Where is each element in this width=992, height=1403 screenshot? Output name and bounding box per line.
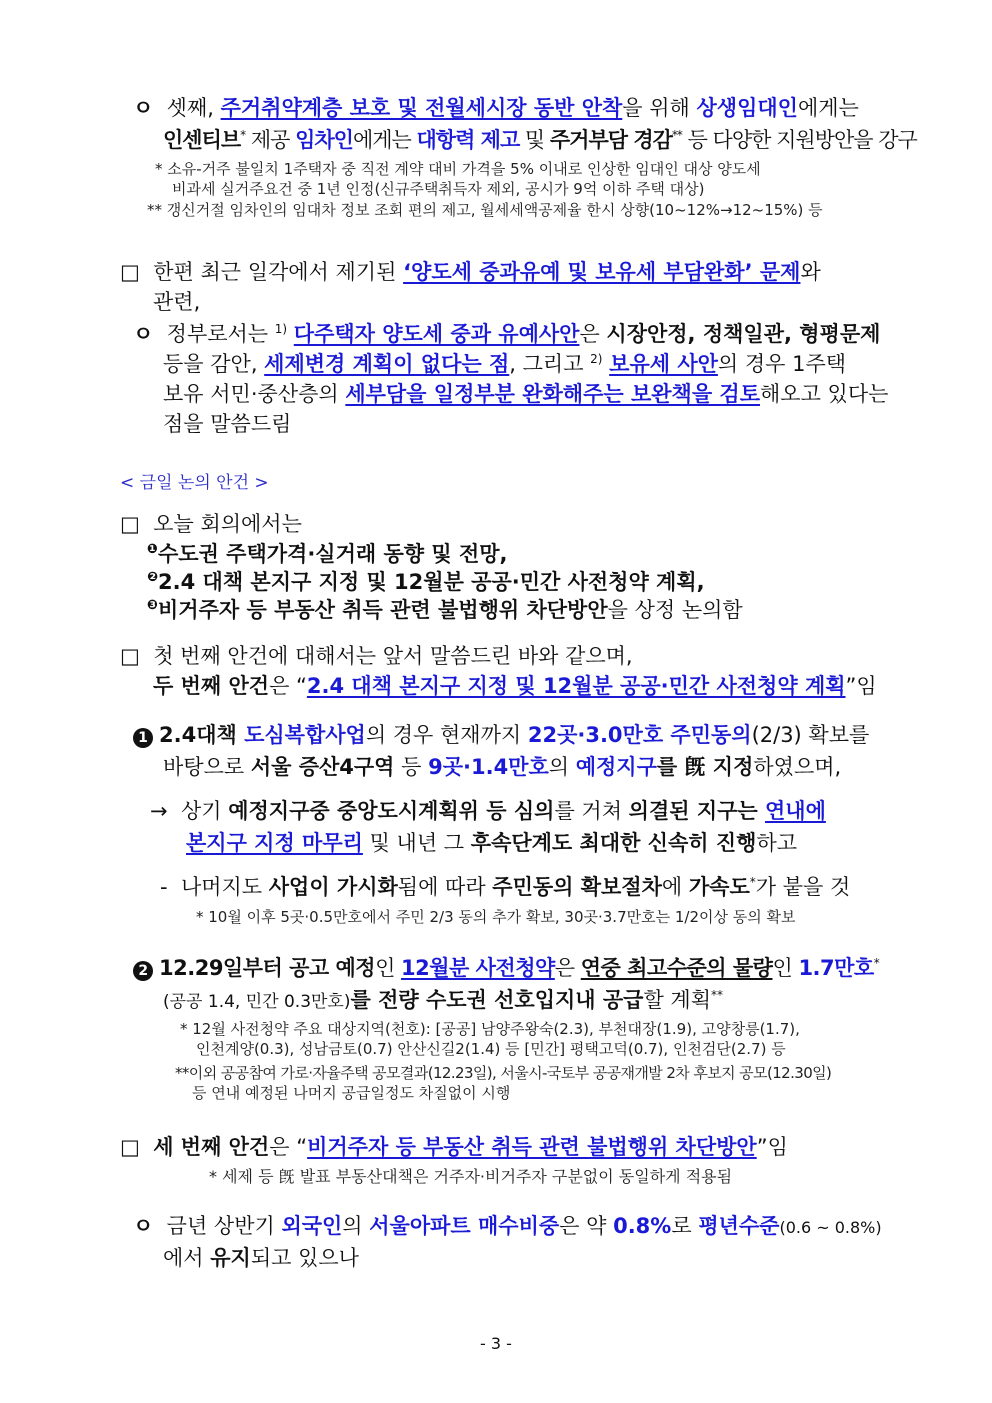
paragraph-govt-4: 점을 말씀드림 [163,412,292,436]
highlight: 9곳·1.4만호 [428,755,549,779]
text-bold: 시장안정, 정책일관, 형평문제 [606,322,881,346]
paragraph-agenda [120,508,302,538]
text-bold: 유지 [210,1246,251,1270]
text: 의 [548,755,576,779]
text-bold: 연중 최고수준의 물량 [580,956,773,980]
item-1 [133,719,869,749]
text: ”임 [756,1135,788,1159]
highlight: ‘양도세 중과유예 및 보유세 부담완화’ 문제 [403,260,801,284]
footnote-mark: * [873,956,880,970]
text: 첫 번째 안건에 대해서는 앞서 말씀드린 바와 같으며, [153,644,633,668]
footnote-5: **이외 공공참여 가로·자율주택 공모결과(12.23일), 서울시-국토부 공공재개발 2차 후보지 공모(12.30일) [175,1064,832,1082]
arrow-icon: → [150,799,168,823]
arrow-line-cont [186,827,797,857]
text: 하고 [756,831,798,855]
text: 하였으며, [753,755,842,779]
item-1-cont [163,751,841,781]
footnote-2: ** 갱신거절 임차인의 임대차 정보 조회 편의 제고, 월세세액공제율 한시 상향(10~12%→12~15%) 등 [147,201,823,219]
paragraph-tax-cont: 관련, [153,290,201,314]
text: 정부로서는 [166,322,275,346]
text: (2/3) 확보를 [751,723,870,747]
bullet-marker: ㅇ [133,1214,154,1238]
text: , 그리고 [509,352,591,376]
footnote-1: * 소유-거주 불일치 1주택자 중 직전 계약 대비 가격을 5% 이내로 인상한 임대인 대상 양도세 [155,160,761,178]
paragraph-govt [133,318,880,348]
text: 등 [394,755,429,779]
text-bold: 를 [656,755,685,779]
text-bold: 전량 수도권 선호입지내 공급 [378,988,644,1012]
footnote-6: * 세제 등 旣 발표 부동산대책은 거주자·비거주자 구분없이 동일하게 적용됨 [209,1167,733,1186]
text: (공공 1.4, 민간 0.3만호) [163,992,351,1012]
footnote-mark: ** [671,128,682,142]
highlight: 상생임대인 [696,96,798,120]
paragraph-foreigner [133,1210,882,1240]
text-bold: 2.4대책 [159,723,245,747]
text: 은 “ [269,674,307,698]
footnote-4: * 12월 사전청약 주요 대상지역(천호): [공공] 남양주왕숙(2.3), 부천대장(1.9), 고양창릉(1.7), [180,1020,800,1038]
text: ”임 [845,674,877,698]
text: 제공 [245,128,296,152]
item-number: ❸ [147,598,159,613]
highlight: 주거취약계층 보호 및 전월세시장 동반 안착 [220,96,623,120]
highlight: 보유세 사안 [609,352,718,376]
footnote-5-cont: 등 연내 예정된 나머지 공급일정도 차질없이 시행 [192,1084,511,1102]
agenda-item-3 [147,594,743,624]
footnote-3: * 10월 이후 5곳·0.5만호에서 주민 2/3 동의 추가 확보, 30곳·3.7만호는 1/2이상 동의 확보 [196,908,796,926]
text-bold: 후속단계도 최대한 신속히 진행 [470,831,757,855]
highlight: 세제변경 계획이 없다는 점 [264,352,510,376]
text: 할 계획 [643,988,712,1012]
footnote-mark: * [749,875,756,889]
text: 에게는 [797,96,859,120]
highlight: 22곳·3.0만호 주민동의 [527,723,752,747]
text-bold: 두 번째 안건 [153,674,270,698]
dash-line [160,871,850,901]
text-bold: 비거주자 등 부동산 취득 관련 불법행위 차단방안 [158,598,608,622]
text: 셋째, [166,96,221,120]
text-bold: 주민동의 확보절차 [492,875,662,899]
bullet-marker: ㅇ [133,96,154,120]
text: 수도권 주택가격·실거래 동향 및 전망, [158,542,508,566]
paragraph-govt-2 [163,348,846,378]
number-badge: 2 [133,961,153,981]
text: 은 [579,322,607,346]
text-bold: 를 [350,988,379,1012]
text-bold: 12.29일부터 공고 예정 [159,956,376,980]
highlight: 도심복합사업 [244,723,366,747]
text: 인 [772,956,799,980]
highlight: 외국인 [281,1214,343,1238]
checkbox-marker: □ [120,512,140,536]
page-number: - 3 - [480,1334,512,1353]
text: 상기 [180,799,229,823]
text: 은 “ [269,1135,308,1159]
paragraph-second-title [153,670,877,700]
checkbox-marker: □ [120,260,140,284]
dash-marker: - [160,875,168,899]
footnote-mark: 2) [590,352,603,366]
text: 오늘 회의에서는 [153,512,302,536]
text: 로 [671,1214,699,1238]
text-bold: 인센티브 [163,128,241,152]
bullet-marker: ㅇ [133,322,154,346]
item-number: ❷ [147,570,159,585]
text: 에게는 [352,128,417,152]
highlight: 1.7만호 [798,956,874,980]
paragraph-third [133,92,859,122]
text: 등을 감안, [163,352,265,376]
text: 등 다양한 지원방안을 강구 [681,128,917,152]
text: 을 상정 논의함 [607,598,743,622]
text: 및 내년 그 [362,831,471,855]
text: 에 [661,875,689,899]
highlight: 예정지구 [575,755,657,779]
highlight: 다주택자 양도세 중과 유예사안 [293,322,580,346]
highlight: 비거주자 등 부동산 취득 관련 불법행위 차단방안 [307,1135,757,1159]
text-bold: 사업이 가시화 [268,875,398,899]
agenda-item-2 [147,566,705,596]
footnote-4-cont: 인천계양(0.3), 성남금토(0.7) 안산신길2(1.4) 등 [민간] 평택고덕(0.7), 인천검단(2.7) 등 [196,1040,786,1058]
text-bold: 예정지구중 중앙도시계획위 등 심의 [228,799,555,823]
checkbox-marker: □ [120,644,140,668]
text: 인 [375,956,402,980]
item-2 [133,952,879,982]
text-bold: 서울 증산4구역 [250,755,395,779]
text-bold: 가속도 [688,875,750,899]
footnote-1-cont: 비과세 실거주요건 중 1년 인정(신규주택취득자 제외, 공시가 9억 이하 주택 대상) [172,180,705,198]
text-bold: 세 번째 안건 [153,1135,270,1159]
text: 가 붙을 것 [755,875,851,899]
text: 를 거쳐 [554,799,629,823]
text: 2.4 대책 본지구 지정 및 12월분 공공·민간 사전청약 계획, [158,570,705,594]
text: 바탕으로 [163,755,251,779]
text-bold: 의결된 지구는 [628,799,766,823]
paragraph-tax [120,256,821,286]
number-badge: 1 [133,728,153,748]
highlight: 대항력 제고 [416,128,520,152]
checkbox-marker: □ [120,1135,140,1159]
text: 및 [519,128,550,152]
highlight: 세부담을 일정부분 완화해주는 보완책을 검토 [345,382,761,406]
text: 해오고 있다는 [760,382,889,406]
text-bold: 旣 지정 [684,755,754,779]
paragraph-govt-3 [163,378,888,408]
text: 금년 상반기 [166,1214,282,1238]
paragraph-third-agenda [120,1131,788,1161]
text: 의 [342,1214,370,1238]
text: 한편 최근 일각에서 제기된 [153,260,404,284]
highlight: 임차인 [295,128,353,152]
footnote-mark: 1) [274,322,288,336]
text: 은 [554,956,581,980]
text: 나머지도 [180,875,269,899]
paragraph-foreigner-cont [163,1242,359,1272]
highlight: 연내에 [765,799,826,823]
text: 의 경우 현재까지 [365,723,528,747]
agenda-item-1 [147,538,508,568]
text: 은 약 [559,1214,614,1238]
arrow-line [150,795,826,825]
highlight: 서울아파트 매수비중 [369,1214,560,1238]
highlight: 0.8% [613,1214,672,1238]
paragraph-first-second [120,640,633,670]
text: 의 경우 1주택 [717,352,847,376]
text: 되고 있으나 [250,1246,359,1270]
footnote-mark: * [240,128,246,142]
paragraph-third-cont [163,124,917,154]
highlight: 평년수준 [698,1214,780,1238]
text: (0.6 ~ 0.8%) [779,1218,882,1237]
text: 와 [800,260,821,284]
highlight: 12월분 사전청약 [401,956,555,980]
text-bold: 주거부담 경감 [549,128,672,152]
text: 을 위해 [622,96,697,120]
text: 됨에 따라 [397,875,493,899]
section-heading: < 금일 논의 안건 > [120,473,269,493]
highlight: 본지구 지정 마무리 [186,831,363,855]
text: 보유 서민·중산층의 [163,382,346,406]
item-2-cont [163,984,723,1014]
highlight: 2.4 대책 본지구 지정 및 12월분 공공·민간 사전청약 계획 [306,674,846,698]
text: 에서 [163,1246,211,1270]
item-number: ❶ [147,542,159,557]
footnote-mark: ** [711,988,724,1002]
text [287,322,294,346]
